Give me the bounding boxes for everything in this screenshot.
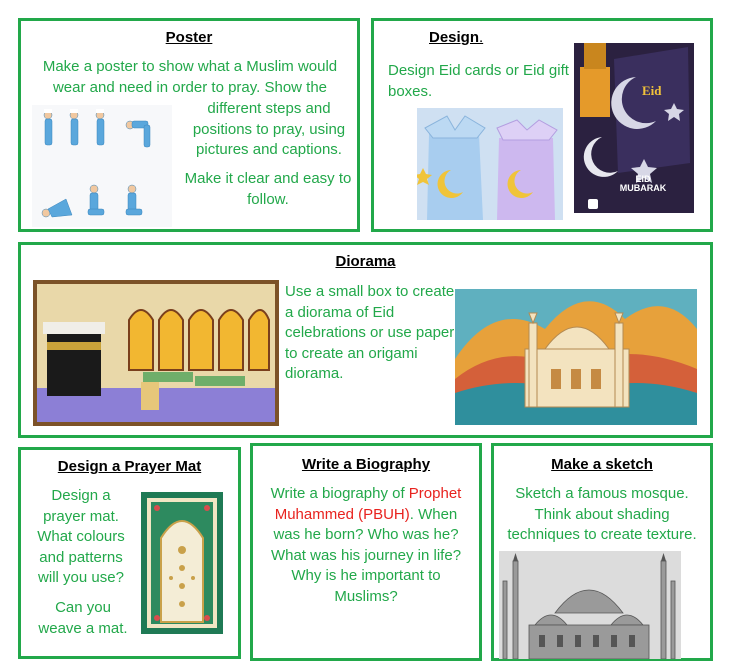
biography-text-a: Write a biography of [270, 485, 409, 502]
biography-text-b: . When was he born? Who was he? What was his journey in life? Why is he important to Muslims? [270, 505, 462, 605]
eid-card-word: Eid [642, 83, 662, 98]
biography-prophet-name: Prophet Muhammed (PBUH) [274, 485, 462, 523]
prayer-mat-image [139, 490, 225, 636]
diorama-box-image [33, 280, 279, 426]
mosque-sketch-image [499, 551, 681, 659]
diorama-text: Use a small box to create a diorama of Eid celebrations or use paper to create an origami diorama. [285, 283, 455, 382]
prayer-mat-title: Design a Prayer Mat [57, 458, 202, 475]
eid-card-greeting: EID MUBARAK [619, 174, 667, 193]
eid-cards-image [574, 43, 694, 213]
design-title [429, 29, 483, 46]
sketch-card [491, 443, 713, 661]
design-title-suffix: . [479, 29, 484, 46]
design-text: Design Eid cards or Eid gift boxes. [388, 62, 569, 100]
prayer-mat-text: Design a prayer mat. What colours and patterns will you use? [37, 487, 125, 586]
diorama-title: Diorama [335, 253, 396, 270]
eid-gift-boxes-image [417, 108, 563, 220]
poster-card [18, 18, 360, 232]
poster-text-top: Make a poster to show what a Muslim would wear and need in order to pray. Show the [42, 58, 338, 96]
biography-title: Write a Biography [301, 456, 431, 473]
poster-text-side: different steps and positions to pray, using pictures and captions. [192, 100, 346, 158]
design-card [371, 18, 713, 232]
poster-title: Poster [165, 29, 213, 46]
design-title-text: Design [429, 29, 480, 46]
sketch-text: Sketch a famous mosque. Think about shading techniques to create texture. [507, 485, 697, 543]
poster-text-side2: Make it clear and easy to follow. [184, 170, 352, 208]
prayer-mat-card [18, 447, 241, 659]
prayer-positions-image [32, 105, 172, 227]
diorama-card [18, 242, 713, 438]
biography-text [261, 484, 471, 607]
sketch-title: Make a sketch [551, 456, 653, 473]
origami-mosque-image [455, 289, 697, 425]
prayer-mat-text2: Can you weave a mat. [38, 599, 128, 637]
biography-card [250, 443, 482, 661]
